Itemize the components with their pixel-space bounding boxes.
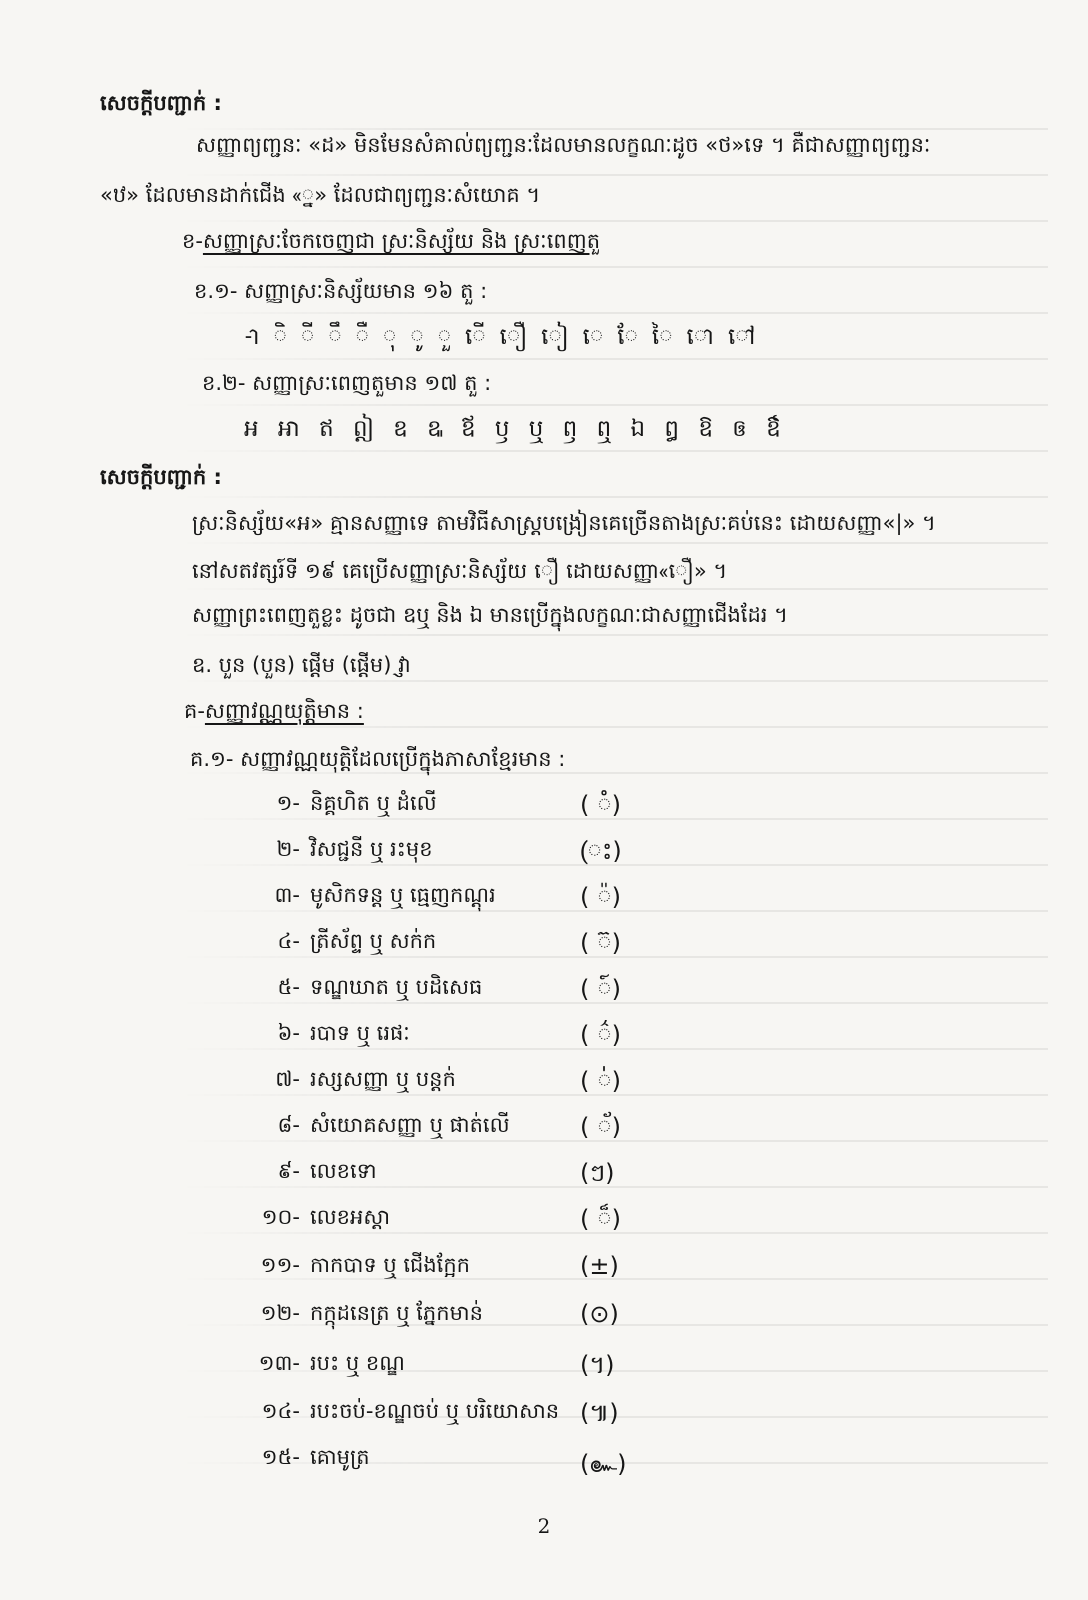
section-kh-prefix: ខ- [182,229,203,253]
list-item [240,1252,660,1286]
item-name: មូសិកទន្ត ឬ ធ្មេញកណ្ដុរ [310,883,496,907]
list-item [240,836,660,870]
item-name: របះ ឬ ខណ្ឌ [310,1351,405,1375]
item-symbol: ( ័) [580,1113,621,1141]
item-number: ៦- [277,1021,300,1045]
item-number: ១- [276,791,300,815]
list-item [240,974,660,1008]
list-item [240,1066,660,1100]
list-item [240,928,660,962]
item-symbol: ( ៊) [580,929,621,957]
item-name: វិសជ្ជនី ឬ រះមុខ [310,837,433,861]
item-name: រស្សសញ្ញា ឬ បន្តក់ [310,1067,456,1091]
list-item [240,790,660,824]
item-symbol: ( ៏) [580,1205,621,1233]
section-kh-title [182,226,600,256]
list-item [240,1444,660,1478]
note-heading-1: សេចក្ដីបញ្ជាក់ : [100,91,222,115]
note-2-line-1: ស្រៈនិស្ស័យ«អ» គ្មានសញ្ញាទេ តាមវិធីសាស្ត្របង្រៀនគេច្រើនតាងស្រៈគប់នេះ ដោយសញ្ញា«|» ។ [192,511,936,535]
item-symbol: ( ៌) [580,1021,621,1049]
item-number: ១១- [260,1253,300,1277]
item-symbol: ( ៉) [580,883,621,911]
item-name: របះចប់-ខណ្ឌចប់ ឬ បរិយោសាន [310,1399,560,1423]
sub-k1: គ.១- សញ្ញាវណ្ណយុត្តិដែលប្រើក្នុងភាសាខ្មែរមាន : [190,747,566,771]
item-number: ៧- [275,1067,300,1091]
item-symbol: (៕) [580,1399,619,1427]
section-k-title [184,696,364,726]
item-symbol: (។) [580,1351,615,1379]
list-item [240,1350,660,1384]
sub-kh2: ខ.២- សញ្ញាស្រៈពេញតួមាន ១៧ តួ : [202,371,492,395]
item-symbol: (ៗ) [580,1159,615,1187]
list-item [240,1300,660,1334]
item-name: កក្កុដនេត្រ ឬ ភ្នែកមាន់ [310,1301,483,1325]
item-symbol: ( ៍) [580,975,621,1003]
item-name: ទណ្ឌឃាត ឬ បដិសេធ [310,975,483,999]
list-item [240,1398,660,1432]
note-2-line-2: នៅសតវត្សរ៍ទី ១៩ គេប្រើសញ្ញាស្រៈនិស្ស័យ ឿ ដោយសញ្ញា«ឿ» ។ [192,559,728,583]
list-item [240,1020,660,1054]
note-1-line-2: «ឋ» ដែលមានដាក់ជើង «្ន» ដែលជាព្យញ្ជនៈសំយោគ ។ [100,183,541,207]
item-number: ១០- [261,1205,300,1229]
item-number: ៤- [277,929,300,953]
page-number: 2 [537,1514,551,1538]
item-number: ៩- [277,1159,300,1183]
sub-kh1: ខ.១- សញ្ញាស្រៈនិស្ស័យមាន ១៦ តួ : [194,279,488,303]
list-item [240,1112,660,1146]
item-name: ត្រីស័ព្ទ ឬ សក់ក [310,929,437,953]
item-number: ៣- [274,883,300,907]
item-number: ៥- [277,975,300,999]
item-number: ១៥- [261,1445,300,1469]
item-number: ២- [276,837,300,861]
list-item [240,1204,660,1238]
note-1-line-1: សញ្ញាព្យញ្ជនៈ «ដ» មិនមែនសំគាល់ព្យញ្ជនៈដែលមានលក្ខណៈដូច «ថ»ទេ ។ គឺជាសញ្ញាព្យញ្ជនៈ [196,133,931,157]
item-name: សំយោគសញ្ញា ឬ ផាត់លើ [310,1113,510,1137]
item-symbol: (⊙) [580,1300,619,1328]
section-k-heading: សញ្ញាវណ្ណយុត្តិមាន : [204,699,364,723]
independent-vowels-list: អ អា ឥ ឦ ឧ ឩ ឪ ឫ ឬ ឭ ឮ ឯ ឰ ឱ ឲ ឳ [244,416,787,442]
note-2-line-3: សញ្ញាព្រះពេញតួខ្លះ ដូចជា ឧឬ និង ឯ មានប្រើក្នុងលក្ខណៈជាសញ្ញាជើងដែរ ។ [192,603,788,627]
item-number: ១២- [260,1301,300,1325]
list-item [240,1158,660,1192]
note-2-example: ឧ. បួន (បួន) ផ្ដើម (ផ្ដើម) វ្ញ្ញា [192,653,412,677]
list-item [240,882,660,916]
item-name: លេខទោ [310,1159,377,1183]
note-heading-2: សេចក្ដីបញ្ជាក់ : [100,465,222,489]
section-k-prefix: គ- [184,699,205,723]
item-name: កាកបាទ ឬ ជើងក្អែក [310,1253,470,1277]
item-symbol: (ះ) [580,837,622,865]
item-name: គោមូត្រ [310,1445,370,1469]
item-symbol: (±) [580,1252,619,1280]
item-number: ៨- [277,1113,300,1137]
section-kh-heading: សញ្ញាស្រៈចែកចេញជា ស្រៈនិស្ស័យ និង ស្រៈពេញតួ [202,229,601,253]
dependent-vowels-list: -ា ិ ី ឹ ឺ ុ ូ ួ ើ ឿ ៀ េ ែ ៃ ោ ៅ [244,324,762,350]
item-symbol: (๛) [580,1450,627,1478]
item-name: របាទ ឬ រេផៈ [310,1021,410,1045]
item-symbol: ( ំ) [580,791,621,819]
item-number: ១៣- [258,1351,300,1375]
item-symbol: ( ់) [580,1067,621,1095]
item-number: ១៤- [261,1399,300,1423]
item-name: និគ្គហិត ឬ ដំលើ [310,791,437,815]
item-name: លេខអស្តា [310,1205,390,1229]
